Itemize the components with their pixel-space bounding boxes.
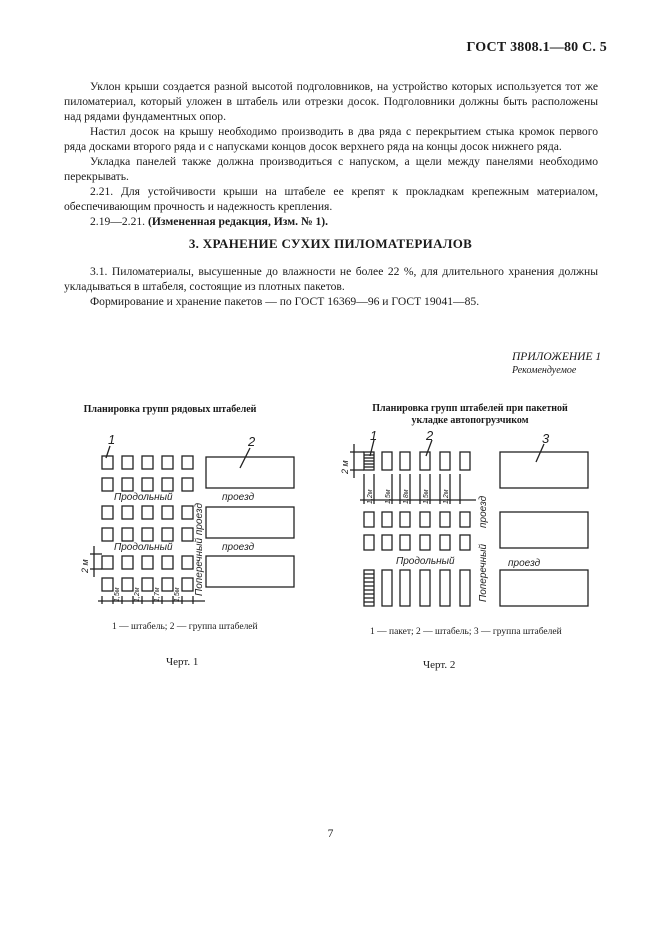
- appendix-label: [512, 350, 601, 378]
- amendment-note: (Измененная редакция, Изм. № 1).: [147, 215, 329, 228]
- fig2-dim-b: 1,5м: [385, 489, 392, 504]
- figure-1-caption: 1 — штабель; 2 — группа штабелей: [112, 622, 258, 632]
- fig1-dim-c: 1,7м: [154, 587, 161, 602]
- section-3-title: 3. ХРАНЕНИЕ СУХИХ ПИЛОМАТЕРИАЛОВ: [188, 236, 473, 251]
- fig2-longitudinal: Продольный: [396, 556, 455, 567]
- text-section-2: [64, 79, 598, 229]
- fig1-dim-a: 1,5м: [114, 587, 121, 602]
- fig1-transverse-word: Поперечный: [194, 537, 205, 596]
- figure-1-title: Планировка групп рядовых штабелей: [83, 404, 257, 415]
- text-section-3: [64, 264, 598, 309]
- figure-1-diagram: [70, 428, 310, 610]
- paragraph-panels: Укладка панелей также должна производиться с напуском, а щели между панелями необходимо перекрывать.: [64, 155, 598, 183]
- fig1-dim-2m: 2 м: [80, 559, 90, 573]
- stack-group-3: [206, 556, 294, 587]
- fig2-dim-a: 1,2м: [367, 489, 374, 504]
- page-header: ГОСТ 3808.1—80 С. 5: [466, 40, 607, 55]
- stack-grid: [364, 452, 470, 606]
- fig1-label-2: 2: [248, 434, 256, 449]
- fig1-longitudinal-1: Продольный: [114, 492, 173, 503]
- fig1-transverse-passage: проезд: [194, 503, 205, 536]
- paragraph-amendment: [64, 214, 598, 229]
- fig1-passage-1: проезд: [222, 492, 255, 503]
- stack-row-3: [102, 556, 193, 591]
- paragraph-packets: Формирование и хранение пакетов — по ГОСТ 16369—96 и ГОСТ 19041—85.: [90, 295, 480, 308]
- figure-2-diagram: [330, 428, 600, 618]
- figure-2-title-line1: Планировка групп штабелей при пакетной: [372, 403, 568, 414]
- figure-1-number: Черт. 1: [166, 656, 199, 668]
- appendix-title: ПРИЛОЖЕНИЕ 1: [512, 351, 602, 363]
- fig2-passage-bottom: проезд: [508, 558, 541, 569]
- fig2-transverse: Поперечный: [478, 543, 489, 602]
- fig1-longitudinal-2: Продольный: [114, 542, 173, 553]
- stack-row-1: [102, 456, 193, 491]
- appendix-subtitle: Рекомендуемое: [512, 365, 577, 376]
- fig1-dim-d: 1,5м: [174, 587, 181, 602]
- stack-group-2: [206, 507, 294, 538]
- fig1-passage-2: проезд: [222, 542, 255, 553]
- fig2-dim-e: 1,2м: [443, 489, 450, 504]
- figure-2-caption: 1 — пакет; 2 — штабель; 3 — группа штабелей: [370, 627, 562, 637]
- fig2-label-2: 2: [426, 428, 434, 443]
- packet-column: [364, 452, 374, 606]
- figure-2-title: [360, 403, 580, 427]
- fig2-label-3: 3: [542, 431, 550, 446]
- fig1-dim-b: 1,2м: [134, 587, 141, 602]
- figure-2-title-line2: укладке автопогрузчиком: [411, 415, 529, 426]
- page-number: 7: [327, 828, 334, 840]
- fig1-transverse: [194, 503, 205, 596]
- paragraph-roof-boards: Настил досок на крышу необходимо производить в два ряда с перекрытием стыка кромок первого ряда досками второго ряда и с напусками концов досок верхнего ряда на концы досок нижнего ряда.: [64, 125, 598, 153]
- fig2-dim-c: 1,8м: [403, 489, 410, 504]
- figure-2-number: Черт. 2: [423, 659, 456, 671]
- stack-row-2: [102, 506, 193, 541]
- fig1-label-1: 1: [108, 432, 116, 447]
- paragraph-2-21: 2.21. Для устойчивости крыши на штабеле ее крепят к прокладкам крепежным материалом, обеспечивающим прочность и надежность крепления.: [64, 185, 598, 213]
- amendment-prefix: 2.19—2.21.: [90, 215, 148, 228]
- fig2-passage-vertical: проезд: [478, 495, 489, 528]
- fig2-group-3: [500, 570, 588, 606]
- fig2-dim-2m: 2 м: [340, 460, 350, 474]
- fig2-label-1: 1: [370, 428, 378, 443]
- paragraph-roof-slope: Уклон крыши создается разной высотой подголовников, на устройство которых используется тот же пиломатериал, который уложен в штабель или отрезки досок. Подголовники должны быть расположены над рядами фундаментных опор.: [64, 80, 598, 123]
- fig2-group-2: [500, 512, 588, 548]
- stack-group-1: [206, 457, 294, 488]
- paragraph-3-1: 3.1. Пиломатериалы, высушенные до влажности не более 22 %, для длительного хранения должны укладываться в штабеля, состоящие из плотных пакетов.: [64, 265, 598, 293]
- fig2-group-1: [500, 452, 588, 488]
- fig2-dim-d: 1,5м: [423, 489, 430, 504]
